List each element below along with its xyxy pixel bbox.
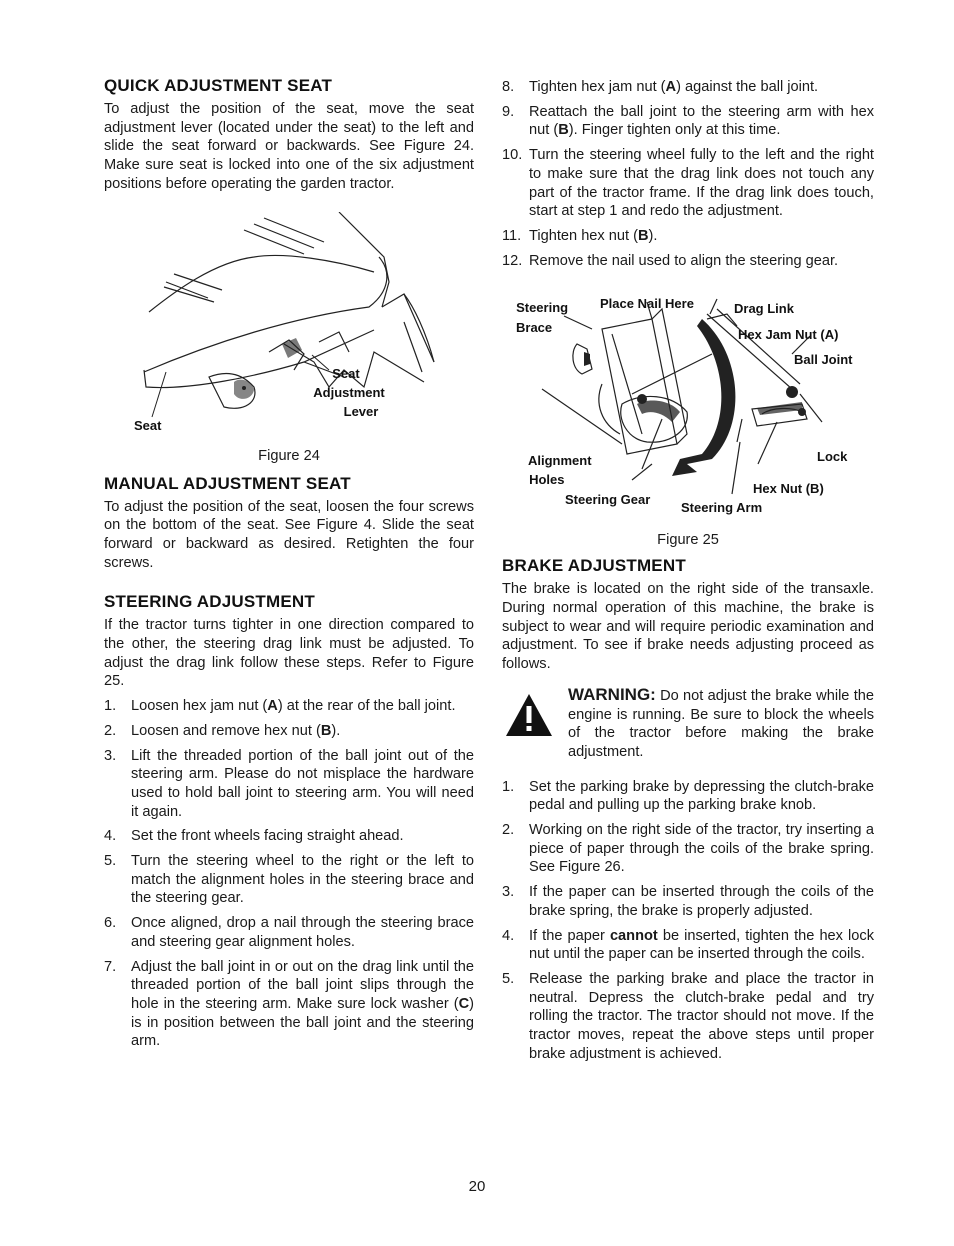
figure25-steering-arm-label: Steering Arm [681, 500, 763, 516]
list-item-text: Release the parking brake and place the tractor in neutral. Depress the clutch-brake pedal and try rolling the tractor. The tractor should not move. If the tractor moves, repeat the above steps until proper brake adjustment is achieved. [529, 970, 874, 1062]
list-item-number: 1. [104, 698, 117, 715]
list-item-text: Tighten hex jam nut (A) against the ball joint. [529, 79, 819, 95]
list-item-text: If the paper can be inserted through the coils of the brake spring, the brake is properly adjusted. [529, 884, 874, 919]
figure25-alignment-line1: Alignment [528, 453, 592, 469]
figure24-lever-line2: Adjustment [313, 384, 385, 400]
seat-leader-line [152, 372, 166, 417]
figure25-lock-label: Lock [817, 449, 848, 465]
figure25-alignment-holes-label [528, 453, 592, 488]
list-item-number: 5. [104, 853, 117, 870]
list-item [502, 883, 874, 920]
list-item [502, 970, 874, 1064]
figure24-caption: Figure 24 [258, 447, 320, 464]
page-number: 20 [468, 1178, 486, 1195]
list-item-text: Adjust the ball joint in or out on the drag link until the threaded portion of the ball joint slips through the hole in the steering arm. Make sure lock washer (C) is in position between the ball joint and the steering arm. [131, 958, 474, 1050]
left-column [104, 76, 474, 1057]
warning-icon [504, 692, 554, 738]
quick-seat-heading: QUICK ADJUSTMENT SEAT [104, 76, 333, 95]
list-item-text: If the paper cannot be inserted, tighten the hex lock nut until the paper can be inserted through the coils. [529, 927, 874, 963]
list-item-text: Lift the threaded portion of the ball joint out of the steering arm. Please do not misplace the hardware used to hold ball joint to steering arm. You will need it again. [131, 747, 474, 820]
list-item-text: Tighten hex nut (B). [529, 227, 658, 244]
warning-body: Do not adjust the brake while the engine is running. Be sure to block the wheels of the tractor before making the brake adjustment. [568, 687, 874, 760]
list-item-number: 1. [502, 778, 515, 795]
figure25-ball-joint-label: Ball Joint [794, 352, 853, 368]
list-item [502, 778, 874, 815]
list-item [104, 958, 474, 1052]
figure24-lever-label [307, 366, 391, 420]
figure25-drag-link-label: Drag Link [734, 301, 794, 317]
steering-heading: STEERING ADJUSTMENT [104, 592, 315, 612]
list-item [502, 927, 874, 964]
list-item-text: Loosen and remove hex nut (B). [131, 722, 341, 739]
list-item [104, 827, 474, 846]
warning-block [502, 686, 874, 762]
list-item-number: 2. [502, 822, 515, 839]
list-item [502, 146, 874, 221]
right-column [502, 78, 874, 1070]
steering-steps-left [104, 697, 474, 1051]
figure25-steering-brace-label [516, 300, 568, 336]
list-item [104, 747, 474, 822]
list-item-number: 6. [104, 915, 117, 932]
manual-seat-heading: MANUAL ADJUSTMENT SEAT [104, 473, 351, 493]
manual-seat-body: To adjust the position of the seat, loosen the four screws on the bottom of the seat. See Figure 4. Slide the seat forward or backward as desired. Retighten the four screws. [104, 498, 474, 571]
figure25-steering-gear-label: Steering Gear [565, 492, 651, 508]
figure25-steering-brace-line1: Steering [516, 300, 569, 316]
list-item-number: 3. [502, 884, 515, 901]
list-item-number: 12. [502, 252, 523, 269]
list-item-text: Set the front wheels facing straight ahead. [131, 828, 404, 845]
list-item-text: Working on the right side of the tractor, try inserting a piece of paper through the coils of the brake spring. See Figure 26. [529, 822, 874, 876]
list-item [502, 821, 874, 877]
figure24-lever-line1: Seat [332, 365, 360, 381]
list-item-text: Once aligned, drop a nail through the steering brace and steering gear alignment holes. [131, 915, 474, 950]
list-item [502, 78, 874, 97]
list-item-number: 8. [502, 79, 515, 95]
list-item [502, 227, 874, 246]
figure25-place-nail-label: Place Nail Here [600, 296, 694, 312]
figure25-alignment-line2: Holes [529, 472, 565, 488]
list-item-number: 11. [502, 227, 522, 244]
figure24-lever-line3: Lever [343, 403, 379, 419]
list-item [104, 722, 474, 741]
list-item-text: Remove the nail used to align the steering gear. [529, 252, 839, 269]
list-item-number: 2. [104, 722, 117, 739]
list-item-number: 5. [502, 970, 515, 987]
list-item [104, 697, 474, 716]
figure25-steering-brace-line2: Brace [516, 320, 553, 336]
list-item [502, 103, 874, 140]
brake-steps [502, 778, 874, 1064]
brake-heading: BRAKE ADJUSTMENT [502, 556, 686, 576]
list-item-text: Turn the steering wheel fully to the left and the right to make sure that the drag link does not touch any part of the tractor frame. If the drag link does touch, start at step 1 and redo the adjustment. [529, 147, 874, 220]
steering-intro: If the tractor turns tighter in one direction compared to the other, the steering drag link must be adjusted. To adjust the drag link follow these steps. Refer to Figure 25. [104, 617, 474, 690]
figure24-seat-label: Seat [134, 417, 162, 433]
list-item-number: 7. [104, 958, 117, 975]
list-item [502, 252, 874, 271]
warning-text [568, 686, 874, 762]
quick-seat-body: To adjust the position of the seat, move the seat adjustment lever (located under the seat) to the left and slide the seat forward or backwards. See Figure 24. Make sure seat is locked into one of the six adjustment positions before operating the garden tractor. [104, 101, 474, 192]
list-item-text: Loosen hex jam nut (A) at the rear of the ball joint. [131, 698, 456, 715]
list-item-number: 10. [502, 147, 523, 164]
list-item [104, 914, 474, 951]
figure25-caption: Figure 25 [657, 532, 719, 549]
figure-25 [502, 294, 874, 564]
list-item-number: 4. [104, 828, 117, 845]
list-item-number: 9. [502, 103, 515, 120]
figure-24 [104, 212, 474, 482]
steering-steps-right [502, 78, 874, 270]
warning-title: WARNING: [568, 684, 656, 704]
list-item-text: Set the parking brake by depressing the clutch-brake pedal and pulling up the parking brake knob. [529, 778, 874, 814]
figure25-hex-nut-label: Hex Nut (B) [753, 481, 824, 497]
list-item-text: Turn the steering wheel to the right or the left to match the alignment holes in the steering brace and the steering gear. [131, 853, 474, 907]
list-item-text: Reattach the ball joint to the steering arm with hex nut (B). Finger tighten only at this time. [529, 103, 874, 139]
brake-intro: The brake is located on the right side of the transaxle. During normal operation of this machine, the brake is subject to wear and will require periodic examination and adjustment. To see if brake needs adjusting proceed as follows. [502, 581, 874, 673]
list-item [104, 852, 474, 908]
list-item-number: 3. [104, 747, 117, 764]
figure25-hex-jam-nut-label: Hex Jam Nut (A) [738, 327, 839, 343]
list-item-number: 4. [502, 927, 515, 944]
